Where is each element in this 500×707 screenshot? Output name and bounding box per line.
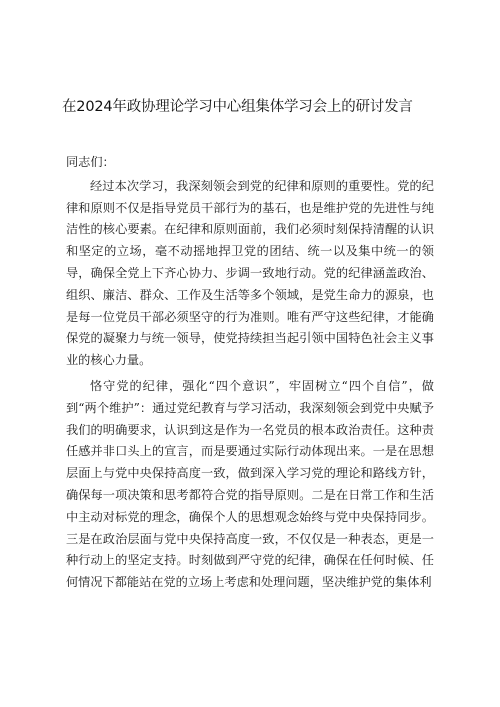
salutation: 同志们：	[66, 155, 115, 169]
document-title: 在2024年政协理论学习中心组集体学习会上的研讨发言	[62, 99, 413, 115]
document-body	[66, 152, 434, 594]
paragraph-1: 经过本次学习，我深刻领会到党的纪律和原则的重要性。党的纪律和原则不仅是指导党员干部行为的基石，也是维护党的先进性与纯洁性的核心要素。在纪律和原则面前，我们必须时刻保持清醒的认识和坚定的立场，毫不动摇地捍卫党的团结、统一以及集中统一的领导，确保全党上下齐心协力、步调一致地行动。党的纪律涵盖政治、组织、廉洁、群众、工作及生活等多个领域，是党生命力的源泉，也是每一位党员干部必须坚守的行为准则。唯有严守这些纪律，才能确保党的凝聚力与统一领导，使党持续担当起引领中国特色社会主义事业的核心力量。	[66, 178, 434, 368]
paragraph-2: 恪守党的纪律，强化“四个意识”，牢固树立“四个自信”，做到“两个维护”：通过党纪教育与学习活动，我深刻领会到党中央赋予我们的明确要求，认识到这是作为一名党员的根本政治责任。这种责任感并非口头上的宣言，而是要通过实际行动体现出来。一是在思想层面上与党中央保持高度一致，做到深入学习党的理论和路线方针，确保每一项决策和思考都符合党的指导原则。二是在日常工作和生活中主动对标党的理念，确保个人的思想观念始终与党中央保持同步。三是在政治层面与党中央保持高度一致，不仅仅是一种表态，更是一种行动上的坚定支持。时刻做到严守党的纪律，确保在任何时候、任何情况下都能站在党的立场上考虑和处理问题，坚决维护党的集体利	[66, 378, 434, 590]
